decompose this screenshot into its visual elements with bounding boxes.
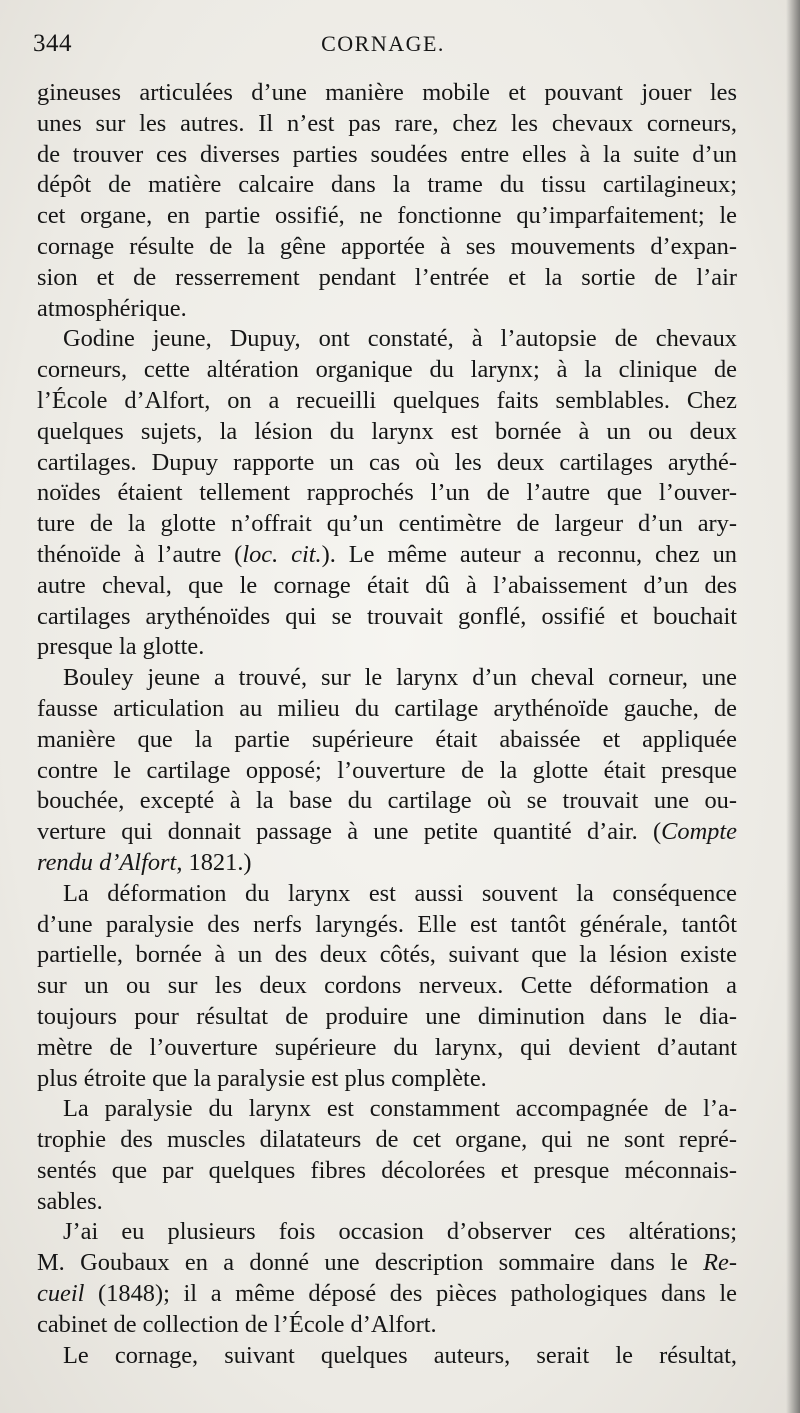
text-line: mètre de l’ouverture supérieure du larynx, qui devient d’autant <box>37 1033 737 1061</box>
text-line: quelques sujets, la lésion du larynx est bornée à un ou deux <box>37 417 737 445</box>
text-line: Godine jeune, Dupuy, ont constaté, à l’autopsie de chevaux <box>63 325 737 353</box>
text-line: La déformation du larynx est aussi souvent la conséquence <box>63 879 737 907</box>
text-segment: thénoïde à l’autre ( <box>37 540 243 568</box>
text-line: unes sur les autres. Il n’est pas rare, chez les chevaux corneurs, <box>37 109 737 137</box>
text-line <box>37 1279 737 1310</box>
text-line: sur un ou sur les deux cordons nerveux. Cette déformation a <box>37 972 737 1000</box>
text-line: corneurs, cette altération organique du larynx; à la clinique de <box>37 356 737 384</box>
text-line: sables. <box>37 1187 103 1215</box>
text-line: toujours pour résultat de produire une diminution dans le dia- <box>37 1002 737 1030</box>
text-segment: ). Le même auteur a reconnu, chez un <box>321 540 737 568</box>
text-segment: , 1821.) <box>176 848 252 876</box>
text-line: sentés que par quelques fibres décolorées et presque méconnais- <box>37 1156 737 1184</box>
text-line: l’École d’Alfort, on a recueilli quelques faits semblables. Chez <box>37 386 737 414</box>
italic-citation: cueil <box>37 1280 85 1308</box>
text-line: dépôt de matière calcaire dans la trame du tissu cartilagineux; <box>37 171 737 199</box>
text-segment: (1848); il a même déposé des pièces pathologiques dans le <box>84 1280 737 1308</box>
text-line: d’une paralysie des nerfs laryngés. Elle est tantôt générale, tantôt <box>37 910 737 938</box>
text-line: bouchée, excepté à la base du cartilage où se trouvait une ou- <box>37 787 737 815</box>
text-segment: M. Goubaux en a donné une description sommaire dans le <box>37 1249 704 1277</box>
text-line <box>37 1248 737 1279</box>
italic-citation: Compte <box>661 818 737 846</box>
text-line <box>37 848 737 879</box>
running-head: CORNAGE. <box>321 31 445 56</box>
text-line: ture de la glotte n’offrait qu’un centimètre de largeur d’un ary- <box>37 510 737 538</box>
text-line: plus étroite que la paralysie est plus complète. <box>37 1064 487 1092</box>
italic-citation: rendu d’Alfort <box>37 848 177 876</box>
italic-citation: loc. cit. <box>242 540 322 568</box>
text-line: noïdes étaient tellement rapprochés l’un de l’autre que l’ouver- <box>37 479 737 507</box>
text-line: cet organe, en partie ossifié, ne fonctionne qu’imparfaitement; le <box>37 202 737 230</box>
text-line: manière que la partie supérieure était abaissée et appliquée <box>37 725 737 753</box>
text-line: La paralysie du larynx est constamment accompagnée de l’a- <box>63 1095 737 1123</box>
text-segment: verture qui donnait passage à une petite quantité d’air. ( <box>37 818 662 846</box>
text-line <box>37 817 737 848</box>
text-line: atmosphérique. <box>37 294 187 322</box>
text-line: cartilages arythénoïdes qui se trouvait gonflé, ossifié et bouchait <box>37 602 737 630</box>
text-line: fausse articulation au milieu du cartilage arythénoïde gauche, de <box>37 694 737 722</box>
body-text <box>37 78 737 1371</box>
text-line: Le cornage, suivant quelques auteurs, serait le résultat, <box>63 1341 737 1369</box>
text-line: trophie des muscles dilatateurs de cet organe, qui ne sont repré- <box>37 1126 737 1154</box>
text-line: Bouley jeune a trouvé, sur le larynx d’un cheval corneur, une <box>63 664 737 692</box>
text-line: de trouver ces diverses parties soudées entre elles à la suite d’un <box>37 140 737 168</box>
text-line: J’ai eu plusieurs fois occasion d’observer ces altérations; <box>63 1218 737 1246</box>
text-line: contre le cartilage opposé; l’ouverture de la glotte était presque <box>37 756 737 784</box>
page-header <box>33 30 733 60</box>
text-line: cartilages. Dupuy rapporte un cas où les deux cartilages arythé- <box>37 448 737 476</box>
text-line: sion et de resserrement pendant l’entrée et la sortie de l’air <box>37 263 737 291</box>
italic-citation: Re- <box>703 1249 737 1277</box>
text-line: partielle, bornée à un des deux côtés, suivant que la lésion existe <box>37 941 737 969</box>
page-edge-shadow <box>786 0 800 1413</box>
text-line: gineuses articulées d’une manière mobile et pouvant jouer les <box>37 79 737 106</box>
text-line: cornage résulte de la gêne apportée à ses mouvements d’expan- <box>37 232 737 260</box>
page-number: 344 <box>33 30 72 57</box>
text-line: autre cheval, que le cornage était dû à l’abaissement d’un des <box>37 571 737 599</box>
text-line: presque la glotte. <box>37 633 205 661</box>
text-line: cabinet de collection de l’École d’Alfort. <box>37 1310 437 1338</box>
text-line <box>37 540 737 571</box>
